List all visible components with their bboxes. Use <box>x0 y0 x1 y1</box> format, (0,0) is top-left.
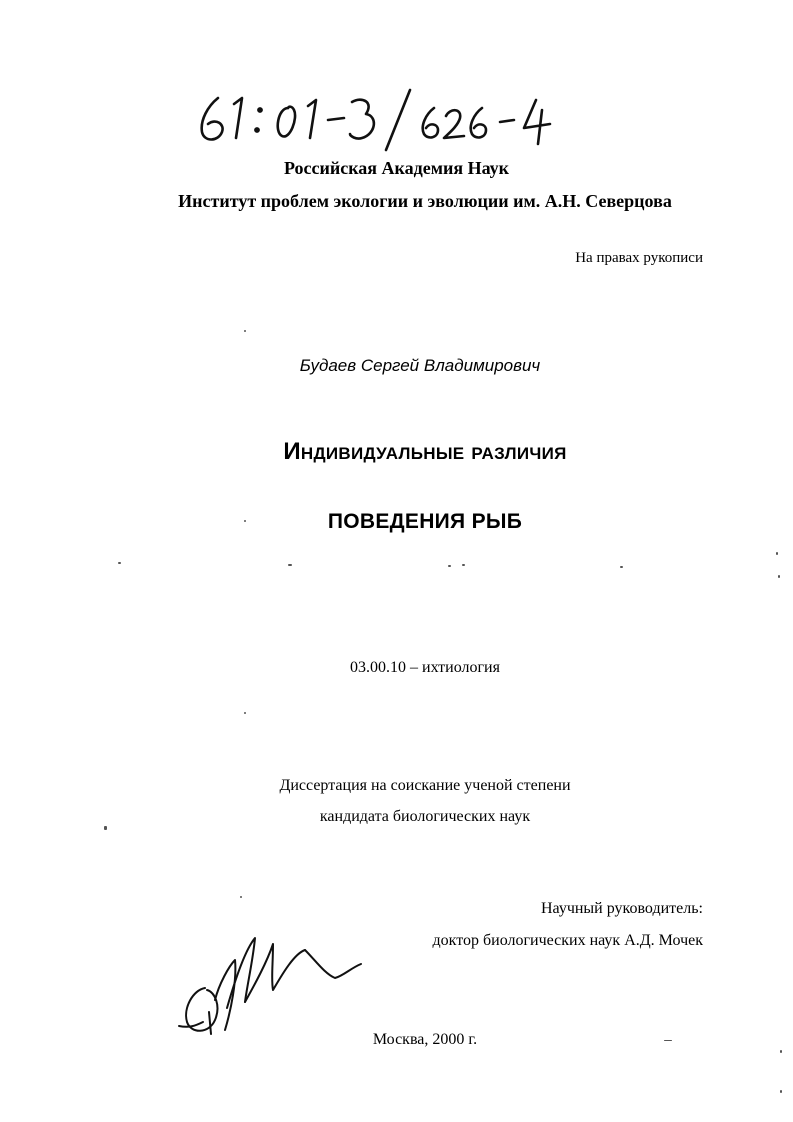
scan-speck <box>462 564 465 566</box>
specialty-code: 03.00.10 – ихтиология <box>350 659 500 676</box>
dissertation-title-line-2: ПОВЕДЕНИЯ РЫБ <box>327 510 523 533</box>
scan-speck <box>620 566 623 568</box>
handwritten-archive-number <box>190 86 570 156</box>
handwritten-signature <box>175 930 375 1040</box>
scan-speck <box>780 1050 782 1053</box>
degree-statement-line-2: кандидата биологических наук <box>319 808 531 825</box>
scan-speck <box>448 565 451 567</box>
degree-statement-line-1: Диссертация на соискание ученой степени <box>279 777 571 794</box>
scan-speck <box>244 330 246 332</box>
advisor-label: Научный руководитель: <box>540 900 703 917</box>
scan-speck <box>104 826 107 830</box>
scan-speck <box>288 564 292 566</box>
scan-speck <box>664 1040 672 1041</box>
institute-name: Институт проблем экологии и эволюции им. А.Н. Северцова <box>178 191 672 211</box>
scan-speck <box>244 712 246 714</box>
scan-speck <box>118 562 121 564</box>
advisor-name: доктор биологических наук А.Д. Мочек <box>432 932 703 949</box>
dissertation-title-line-1: Индивидуальные различия <box>283 438 567 465</box>
manuscript-rights-note: На правах рукописи <box>575 250 703 266</box>
scan-speck <box>778 575 780 578</box>
place-and-year: Москва, 2000 г. <box>372 1031 478 1048</box>
organization-name: Российская Академия Наук <box>283 158 510 178</box>
scan-speck <box>240 896 242 898</box>
scan-speck <box>244 520 246 522</box>
scan-speck <box>776 552 778 555</box>
scan-speck <box>780 1090 782 1093</box>
author-name: Будаев Сергей Владимирович <box>299 356 541 375</box>
